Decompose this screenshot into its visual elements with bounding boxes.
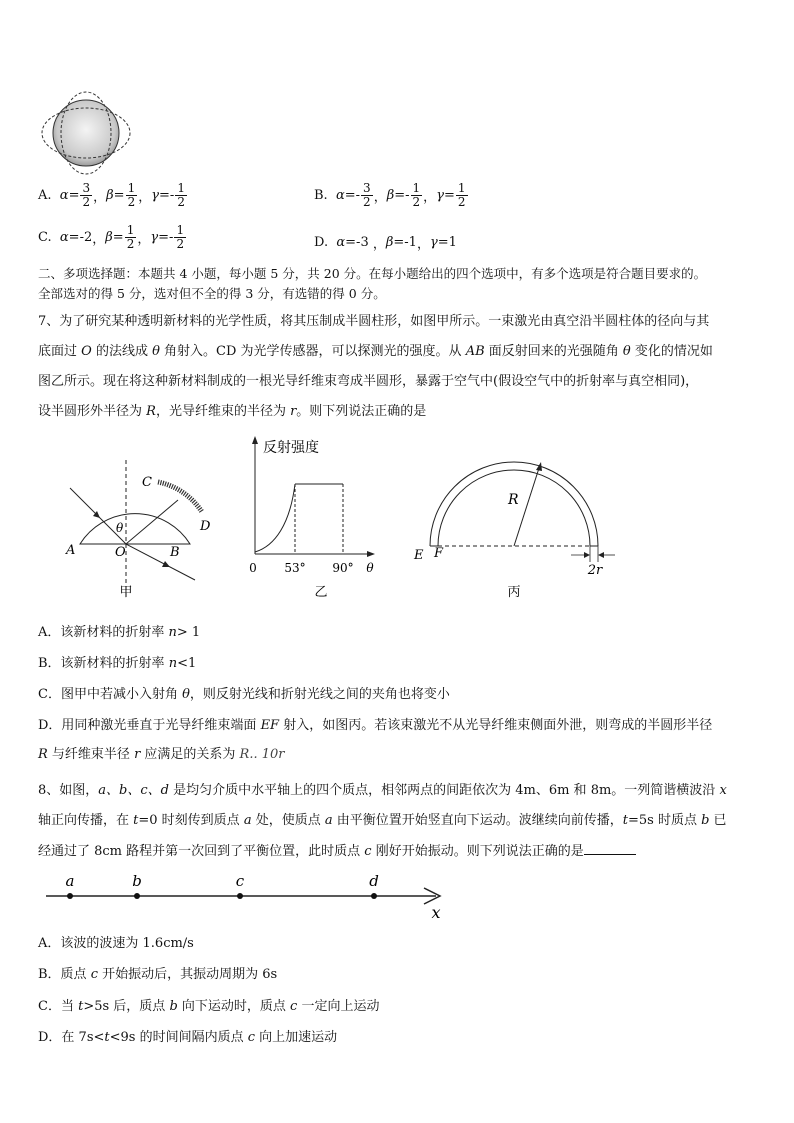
svg-text:x: x — [431, 903, 441, 922]
q7-line3: 图乙所示。现在将这种新材料制成的一根光导纤维束弯成半圆形，暴露于空气中(假设空气中的折射率与真空相同)， — [38, 374, 699, 389]
section2-line2: 全部选对的得 5 分，选对但不全的得 3 分，有选错的得 0 分。 — [38, 286, 386, 301]
q7-line4: 设半圆形外半径为 R，光导纤维束的半径为 r。则下列说法正确的是 — [38, 404, 427, 419]
q8-option-c[interactable]: C．当 t>5s 后，质点 b 向下运动时，质点 c 一定向上运动 — [38, 999, 380, 1014]
reflection-curve — [255, 484, 295, 552]
q6-ball — [53, 100, 119, 166]
label-e: E — [414, 548, 424, 563]
caption-yi: 乙 — [314, 585, 328, 600]
point-d — [371, 893, 377, 899]
q6-figure — [36, 88, 136, 178]
svg-text:c: c — [235, 872, 245, 890]
x-label: θ — [366, 561, 374, 575]
q7-option-c[interactable]: C．图甲中若减小入射角 θ，则反射光线和折射光线之间的夹角也将变小 — [38, 687, 450, 702]
label-b: B — [170, 545, 180, 560]
q6-option-b[interactable]: B. α = - $\frac{3}{2}$ ， β = - $\frac{1}{2}$ ， γ = $\frac{1}{2}$ — [314, 181, 466, 209]
svg-text:b: b — [132, 872, 142, 890]
q8-option-d[interactable]: D．在 7s<t<9s 的时间间隔内质点 c 向上加速运动 — [38, 1030, 338, 1045]
refracted-ray — [126, 544, 195, 580]
q8-line1: 8、如图，a、b、c、d 是均匀介质中水平轴上的四个质点，相邻两点的间距依次为 4m、6m 和 8m。一列简谐横波沿 x — [38, 783, 727, 798]
q6-option-a[interactable]: A. α = $\frac{3}{2}$ ， β = $\frac{1}{2}$ ， γ = - $\frac{1}{2}$ — [38, 181, 185, 209]
label-f: F — [434, 546, 444, 561]
section2-line1: 二、多项选择题：本题共 4 小题，每小题 5 分，共 20 分。在每小题给出的四个选项中，有多个选项是符合题目要求的。 — [38, 266, 707, 281]
point-a — [67, 893, 73, 899]
q6-option-c[interactable]: C. α = -2 ， β = $\frac{1}{2}$ ， γ = - $\frac{1}{2}$ — [38, 223, 185, 251]
label-a: A — [66, 543, 76, 558]
q7-option-a[interactable]: A．该新材料的折射率 n> 1 — [38, 625, 201, 640]
q8-axis-figure — [40, 866, 460, 922]
q7-option-d-line1[interactable]: D．用同种激光垂直于光导纤维束端面 EF 射入，如图丙。若该束激光不从光导纤维束侧面外泄，则弯成的半圆形半径 — [38, 718, 713, 733]
label-2r: 2r — [587, 563, 603, 578]
label-d: D — [200, 519, 211, 534]
point-b — [134, 893, 140, 899]
q7-figure-bing — [405, 434, 630, 600]
q7-option-b[interactable]: B．该新材料的折射率 n<1 — [38, 656, 197, 671]
q8-option-b[interactable]: B．质点 c 开始振动后，其振动周期为 6s — [38, 967, 278, 982]
answer-blank[interactable] — [584, 842, 636, 855]
sensor-cd — [158, 482, 202, 512]
caption-bing: 丙 — [507, 585, 521, 600]
label-o: O — [115, 545, 126, 560]
q7-line1: 7、为了研究某种透明新材料的光学性质，将其压制成半圆柱形，如图甲所示。一束激光由真空沿半圆柱体的径向与其 — [38, 314, 710, 329]
semicircle — [80, 514, 190, 544]
q8-line2: 轴正向传播，在 t=0 时刻传到质点 a 处，使质点 a 由平衡位置开始竖直向下运动。波继续向前传播，t=5s 时质点 b 已 — [38, 813, 727, 828]
q7-figure-jia — [60, 440, 235, 600]
y-label: 反射强度 — [263, 440, 319, 456]
label-r: R — [508, 492, 519, 508]
q6-option-d[interactable]: D. α = -3 ， β = -1 ， γ = 1 — [314, 235, 457, 252]
svg-text:a: a — [65, 872, 75, 890]
point-c — [237, 893, 243, 899]
q8-option-a[interactable]: A．该波的波速为 1.6cm/s — [38, 936, 194, 951]
label-theta: θ — [116, 521, 124, 535]
q7-formula: R.. 10r — [239, 747, 285, 762]
tick-0: 0 — [249, 561, 257, 575]
q7-option-d-line2[interactable]: R 与纤维束半径 r 应满足的关系为 R.. 10r — [38, 747, 285, 762]
svg-text:d: d — [369, 872, 379, 890]
reflected-ray — [126, 500, 178, 544]
q8-line3: 经通过了 8cm 路程并第一次回到了平衡位置，此时质点 c 刚好开始振动。则下列说法正确的是 — [38, 842, 636, 861]
tick-90: 90° — [332, 561, 354, 575]
tick-53: 53° — [284, 561, 306, 575]
caption-jia: 甲 — [119, 585, 133, 600]
q7-line2: 底面过 O 的法线成 θ 角射入。CD 为光学传感器，可以探测光的强度。从 AB 面反射回来的光强随角 θ 变化的情况如 — [38, 344, 713, 359]
label-c: C — [142, 475, 152, 490]
q7-figure-yi — [245, 434, 380, 600]
